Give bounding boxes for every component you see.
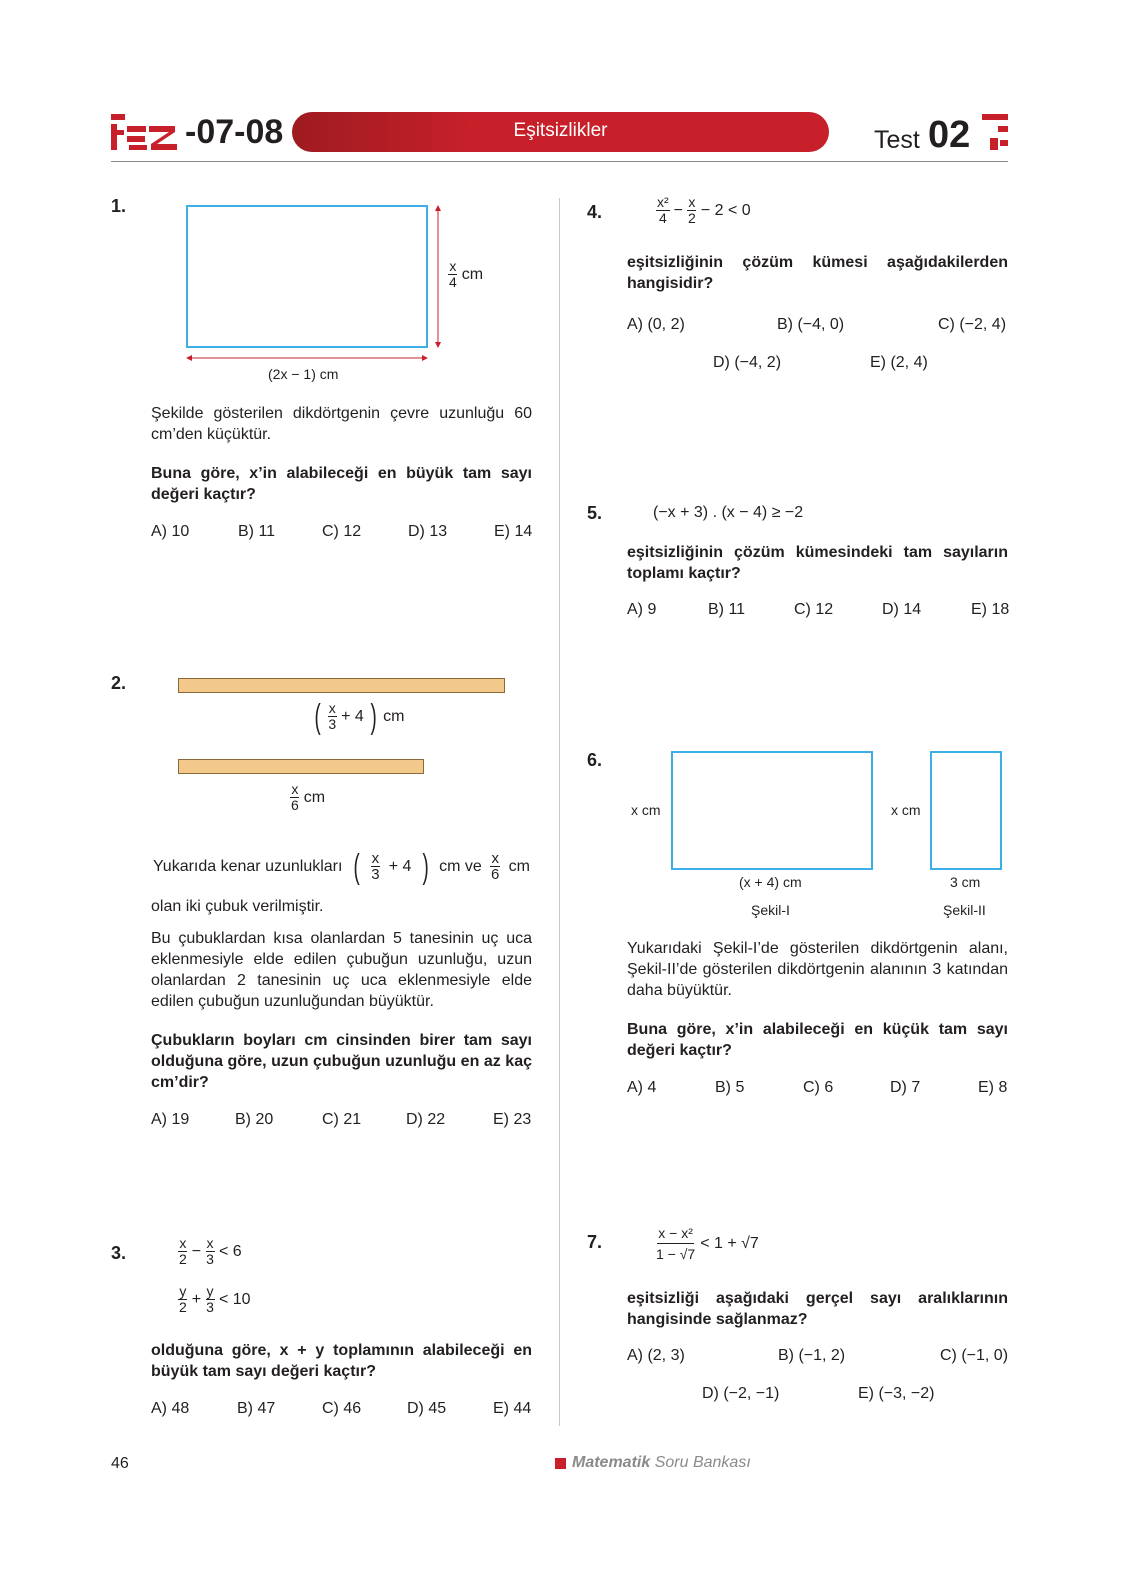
figure-1-caption: Şekil-I	[751, 902, 790, 918]
option-d[interactable]: D) (−2, −1)	[702, 1385, 780, 1402]
question-number: 3.	[111, 1243, 127, 1263]
question-text: Bu çubuklardan kısa olanlardan 5 tanesinin uç uca eklenmesiyle elde edilen çubuğun uzunluğu, uzun olanlardan 2 tanesinin uç uca eklenmesiyle elde edilen çubuğun uzunluğundan büyüktür.	[151, 930, 532, 1010]
option-d[interactable]: D) 45	[407, 1400, 447, 1417]
fraction-numerator: x	[371, 850, 380, 867]
fraction-x-2	[687, 195, 697, 226]
inequality-2	[176, 1284, 253, 1315]
option-a[interactable]: A) 19	[151, 1111, 190, 1128]
operator: +	[191, 1290, 202, 1308]
figure-1-side-label: x cm	[631, 802, 661, 818]
option-a[interactable]: A) 10	[151, 523, 190, 540]
fraction-denominator: 3	[206, 1251, 214, 1267]
option-d[interactable]: D) 13	[408, 523, 448, 540]
inequality-rhs: < 10	[218, 1290, 251, 1308]
open-paren: (	[314, 697, 321, 736]
close-paren: )	[422, 847, 429, 886]
option-d[interactable]: D) (−4, 2)	[713, 354, 782, 371]
height-label	[446, 259, 485, 290]
fraction-numerator: x	[179, 1235, 187, 1251]
option-e[interactable]: E) 44	[493, 1400, 532, 1417]
question-number: 7.	[587, 1232, 603, 1252]
question-prompt: olduğuna göre, x + y toplamının alabileceği en büyük tam sayı değeri kaçtır?	[151, 1342, 532, 1380]
figure-2-side-label: x cm	[891, 802, 921, 818]
long-rod	[178, 678, 505, 693]
fraction-numerator: x	[328, 700, 336, 716]
book-title	[572, 1454, 751, 1472]
fraction-denominator: 3	[371, 866, 380, 883]
header-rule	[111, 161, 1008, 162]
option-a[interactable]: A) 48	[151, 1400, 190, 1417]
question-intro-line	[151, 847, 532, 886]
fraction-numerator: x	[291, 781, 299, 797]
intro-fraction-2	[490, 851, 500, 882]
footer-square-icon	[555, 1458, 566, 1469]
figure-1-bottom-label: (x + 4) cm	[739, 874, 802, 890]
option-c[interactable]: C) 21	[322, 1111, 362, 1128]
fraction-x-2	[178, 1236, 188, 1267]
option-a[interactable]: A) (0, 2)	[627, 316, 685, 333]
question-number: 4.	[587, 202, 603, 222]
intro-fraction-1	[370, 851, 380, 882]
question-prompt: eşitsizliğinin çözüm kümesi aşağıdakilerden hangisidir?	[627, 254, 1008, 292]
inequality-expression: (−x + 3) . (x − 4) ≥ −2	[653, 504, 804, 521]
question-text: Yukarıdaki Şekil-I’de gösterilen dikdörtgenin alanı, Şekil-II’de gösterilen dikdörtgenin alanının 3 katından daha büyüktür.	[627, 940, 1008, 999]
question-number: 1.	[111, 196, 127, 216]
question-prompt: Buna göre, x’in alabileceği en büyük tam sayı değeri kaçtır?	[151, 465, 532, 503]
column-divider	[559, 198, 560, 1426]
option-c[interactable]: C) 12	[794, 601, 834, 618]
rectangle-figure-2	[930, 751, 1002, 870]
short-rod-label	[288, 782, 327, 813]
test-mark-icon	[982, 112, 1010, 154]
inequality-expression	[653, 1223, 761, 1264]
option-a[interactable]: A) 4	[627, 1079, 657, 1096]
fraction-numerator: x²	[657, 194, 669, 210]
rectangle-figure-1	[671, 751, 873, 870]
close-paren: )	[370, 697, 377, 736]
fraction-denominator: 1 − √7	[656, 1246, 696, 1262]
option-b[interactable]: B) 11	[238, 523, 276, 540]
inequality-rhs: − 2 < 0	[700, 201, 751, 219]
open-paren: (	[353, 847, 360, 886]
fraction-y-3	[205, 1284, 215, 1315]
fraction-denominator: 6	[291, 797, 299, 813]
fraction-numerator: y	[179, 1283, 187, 1299]
book-code: -07-08	[185, 113, 284, 151]
option-b[interactable]: B) (−4, 0)	[777, 316, 845, 333]
book-title-rest: Soru Bankası	[654, 1454, 751, 1471]
option-e[interactable]: E) (−3, −2)	[858, 1385, 935, 1402]
option-c[interactable]: C) (−2, 4)	[938, 316, 1007, 333]
inequality-1	[176, 1236, 244, 1267]
book-title-bold: Matematik	[572, 1454, 651, 1471]
fraction-denominator: 6	[491, 866, 500, 883]
plus-term: + 4	[341, 707, 364, 725]
option-b[interactable]: B) 47	[237, 1400, 276, 1417]
question-text: Şekilde gösterilen dikdörtgenin çevre uzunluğu 60 cm’den küçüktür.	[151, 405, 532, 443]
fraction-numerator: x − x²	[657, 1223, 694, 1244]
long-rod-label	[310, 697, 406, 736]
option-b[interactable]: B) (−1, 2)	[778, 1347, 846, 1364]
fraction-numerator: x	[206, 1235, 214, 1251]
option-a[interactable]: A) (2, 3)	[627, 1347, 685, 1364]
option-c[interactable]: C) 12	[322, 523, 362, 540]
fraction-denominator: 4	[449, 274, 457, 290]
operator: −	[191, 1242, 202, 1260]
option-d[interactable]: D) 14	[882, 601, 922, 618]
inequality-expression	[654, 195, 753, 226]
option-c[interactable]: C) 6	[803, 1079, 834, 1096]
faz-logo-graphic	[111, 112, 181, 154]
height-fraction	[448, 259, 458, 290]
option-e[interactable]: E) (2, 4)	[870, 354, 928, 371]
fraction-denominator: 3	[206, 1299, 214, 1315]
fraction-numerator: x	[449, 258, 457, 274]
intro-mid-text: cm ve	[439, 857, 482, 875]
question-prompt: Buna göre, x’in alabileceği en küçük tam sayı değeri kaçtır?	[627, 1021, 1008, 1059]
option-e[interactable]: E) 23	[493, 1111, 532, 1128]
test-number: 02	[928, 114, 971, 156]
option-c[interactable]: C) 46	[322, 1400, 362, 1417]
option-b[interactable]: B) 5	[715, 1079, 745, 1096]
unit-label: cm	[303, 788, 326, 806]
intro-text: Yukarıda kenar uzunlukları	[153, 857, 343, 875]
option-d[interactable]: D) 7	[890, 1079, 921, 1096]
short-rod-fraction	[290, 782, 300, 813]
option-d[interactable]: D) 22	[406, 1111, 446, 1128]
figure-2-caption: Şekil-II	[943, 902, 986, 918]
width-arrow	[186, 353, 428, 363]
operator: −	[673, 201, 684, 219]
main-fraction	[655, 1223, 696, 1264]
fraction-numerator: x	[491, 850, 499, 867]
long-rod-fraction	[327, 701, 337, 732]
inequality-rhs: < 6	[218, 1242, 242, 1260]
fraction-denominator: 3	[328, 716, 337, 732]
fraction-x2-4	[656, 195, 670, 226]
option-b[interactable]: B) 20	[235, 1111, 274, 1128]
intro-end-text: cm	[508, 857, 530, 875]
test-label: Test	[874, 126, 920, 154]
fraction-denominator: 2	[688, 210, 696, 226]
faz-logo	[111, 112, 181, 154]
question-intro-line-2: olan iki çubuk verilmiştir.	[151, 898, 324, 915]
fraction-numerator: y	[206, 1283, 214, 1299]
inequality-rhs: < 1 + √7	[700, 1234, 759, 1252]
option-e[interactable]: E) 18	[971, 601, 1010, 618]
question-number: 6.	[587, 750, 603, 770]
test-logo-mark	[982, 112, 1010, 154]
option-a[interactable]: A) 9	[627, 601, 657, 618]
fraction-x-3	[205, 1236, 215, 1267]
fraction-denominator: 2	[179, 1251, 187, 1267]
figure-2-bottom-label: 3 cm	[950, 874, 981, 890]
question-prompt: eşitsizliğinin çözüm kümesindeki tam sayıların toplamı kaçtır?	[627, 544, 1008, 582]
option-e[interactable]: E) 14	[494, 523, 533, 540]
unit-label: cm	[383, 707, 405, 725]
height-arrow	[432, 205, 444, 348]
short-rod	[178, 759, 424, 774]
page-number: 46	[111, 1455, 129, 1472]
option-e[interactable]: E) 8	[978, 1079, 1008, 1096]
width-label: (2x − 1) cm	[268, 366, 339, 382]
question-prompt: eşitsizliği aşağıdaki gerçel sayı aralıklarının hangisinde sağlanmaz?	[627, 1290, 1008, 1328]
rectangle-figure	[186, 205, 428, 348]
option-c[interactable]: C) (−1, 0)	[940, 1347, 1009, 1364]
fraction-denominator: 4	[658, 210, 667, 226]
fraction-numerator: x	[688, 194, 696, 210]
topic-title: Eşitsizlikler	[513, 120, 608, 141]
fraction-denominator: 2	[179, 1299, 187, 1315]
plus-term: + 4	[388, 857, 412, 875]
unit-label: cm	[461, 265, 484, 283]
question-prompt: Çubukların boyları cm cinsinden birer tam sayı olduğuna göre, uzun çubuğun uzunluğu en az kaç cm’dir?	[151, 1032, 532, 1091]
fraction-y-2	[178, 1284, 188, 1315]
question-number: 2.	[111, 673, 127, 693]
option-b[interactable]: B) 11	[708, 601, 746, 618]
question-number: 5.	[587, 503, 603, 523]
